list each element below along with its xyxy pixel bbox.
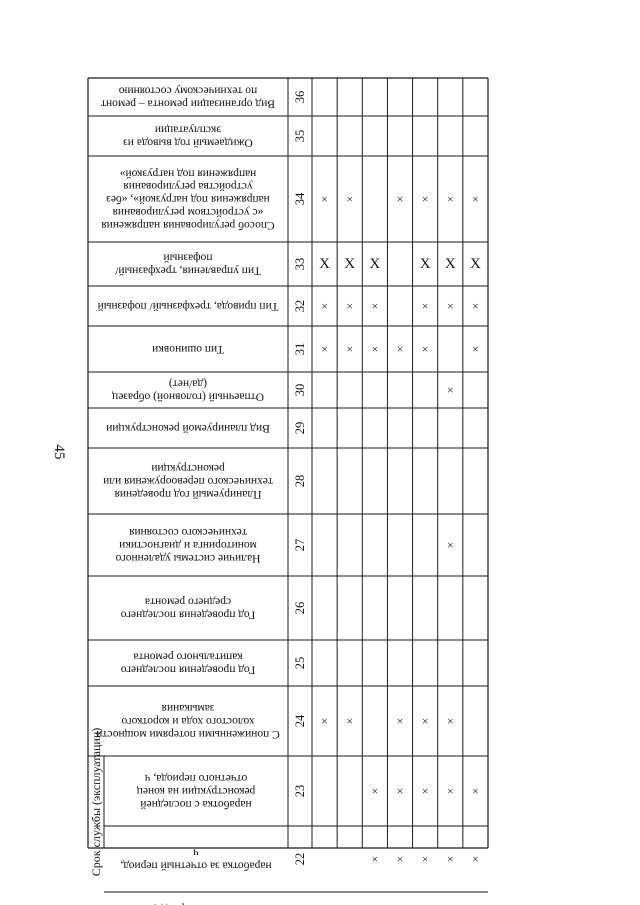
mark-x (369, 256, 380, 272)
text-line: X (369, 256, 381, 272)
text-line: × (421, 852, 429, 866)
mark-x (344, 256, 355, 272)
mark-x (371, 852, 378, 866)
text-line: × (396, 784, 404, 798)
column-number (293, 657, 307, 670)
mark-x (321, 714, 328, 728)
text-line: холостого хода и короткого (121, 715, 255, 727)
mark-x (472, 192, 479, 206)
column-header (112, 378, 264, 403)
table-wrapper (88, 78, 488, 877)
text-line: × (371, 784, 379, 798)
text-line: × (396, 852, 404, 866)
column-number (293, 343, 307, 356)
text-line: мониторинга и диагностики (119, 539, 257, 551)
text-line: X (419, 256, 431, 272)
text-line: × (346, 192, 354, 206)
column-header (120, 847, 271, 872)
mark-x (397, 342, 404, 356)
mark-x (397, 714, 404, 728)
column-header (96, 702, 280, 740)
column-header (137, 772, 256, 810)
text-line: реконструкции на конец (136, 785, 256, 797)
column-number (293, 853, 307, 866)
column-header (152, 343, 224, 355)
text-line: Планируемый год проведения (114, 487, 262, 500)
column-number (293, 475, 307, 488)
group-header (89, 728, 103, 877)
text-line: × (421, 192, 429, 206)
mark-x (472, 852, 479, 866)
column-header (114, 252, 260, 277)
text-line: × (321, 714, 328, 728)
text-line: × (472, 852, 479, 866)
text-line: × (472, 342, 479, 356)
text-line: × (346, 714, 354, 728)
text-line: 35 (293, 129, 307, 143)
text-line: 26 (293, 601, 307, 615)
text-line: × (472, 784, 479, 798)
column-number (293, 192, 307, 205)
text-line: X (444, 256, 456, 272)
text-line: 31 (293, 342, 307, 356)
page-number: 45 (51, 444, 67, 460)
text-line: × (346, 342, 354, 356)
text-line: технического состояния (129, 526, 247, 539)
text-line: 23 (293, 784, 307, 798)
mark-x (321, 342, 328, 356)
mark-x (470, 256, 481, 272)
text-line: пофазный (163, 251, 213, 264)
mark-x (422, 784, 429, 798)
text-line: 30 (293, 383, 307, 397)
column-number (293, 422, 307, 435)
text-line: × (446, 299, 454, 313)
table-grid (88, 78, 488, 877)
text-line: Вид планируемой реконструкции (106, 422, 270, 434)
text-line: × (472, 299, 479, 313)
text-line: 24 (293, 714, 307, 728)
text-line: С пониженными потерями мощности (96, 727, 280, 740)
mark-x (447, 192, 454, 206)
column-header (106, 422, 270, 434)
mark-x (422, 342, 429, 356)
column-number (293, 300, 307, 313)
mark-x (420, 256, 431, 272)
text-line: × (446, 192, 454, 206)
text-line: Вид организации ремонта – ремонт (100, 97, 276, 110)
mark-x (422, 714, 429, 728)
text-line: × (371, 342, 379, 356)
text-line: × (421, 299, 429, 313)
mark-x (397, 784, 404, 798)
text-line: × (472, 192, 479, 206)
text-line: 28 (293, 474, 307, 488)
text-line: напряжения под нагрузкой» (119, 167, 257, 180)
column-number (293, 714, 307, 727)
text-line: Отпаечный (головной) образец (112, 390, 264, 403)
text-line: × (371, 852, 379, 866)
mark-x (321, 299, 328, 313)
mark-x (422, 192, 429, 206)
text-line: × (396, 342, 404, 356)
mark-x (319, 256, 330, 272)
mark-x (371, 299, 378, 313)
text-line: наработка с последней (140, 797, 252, 810)
mark-x (321, 192, 328, 206)
mark-x (346, 342, 353, 356)
mark-x (346, 192, 353, 206)
text-line: Тип ошиновки (152, 343, 224, 355)
text-line: (да/нет) (168, 377, 208, 390)
text-line: × (421, 342, 429, 356)
text-line: X (470, 256, 481, 272)
text-line: Срок службы (эксплуатации) (89, 727, 103, 877)
text-line: × (446, 784, 454, 798)
text-line: Тип управления, трехфазный/ (115, 264, 261, 277)
mark-x (472, 342, 479, 356)
text-line: наработка за отчетный период, (120, 859, 272, 872)
text-line: Способ регулирования напряжения (101, 218, 275, 231)
text-line: отчетного периода, ч (144, 772, 248, 785)
column-number (293, 91, 307, 104)
column-header (103, 462, 273, 500)
column-header (101, 85, 275, 110)
mark-x (447, 784, 454, 798)
mark-x (371, 784, 378, 798)
text-line: эксплуатации (154, 123, 222, 136)
mark-x (472, 784, 479, 798)
text-line: реконструкции (151, 462, 225, 475)
mark-x (447, 852, 454, 866)
column-number (293, 384, 307, 397)
mark-x (447, 383, 454, 397)
text-line: 22 (293, 852, 307, 866)
column-header (115, 526, 260, 564)
mark-x (447, 714, 454, 728)
column-header (101, 167, 275, 231)
text-line: Тип привода, трехфазный/ пофазный (97, 300, 279, 312)
text-line: Ожидаемый год вывода из (123, 136, 253, 149)
text-line: по техническому состоянию (118, 84, 258, 97)
text-line: Год проведения последнего (120, 663, 256, 676)
text-line: × (396, 714, 404, 728)
text-line: 33 (293, 257, 307, 271)
text-line: ч (193, 846, 199, 859)
text-line: технического перевооружения или (103, 475, 273, 487)
mark-x (445, 256, 456, 272)
mark-x (447, 299, 454, 313)
column-header (123, 124, 253, 149)
column-header (121, 596, 256, 621)
text-line: X (319, 256, 330, 272)
text-line: напряжения под нагрузкой», «без (106, 193, 270, 205)
text-line: капитального ремонта (133, 650, 243, 663)
text-line: 34 (293, 192, 307, 206)
column-number (293, 130, 307, 143)
column-number (293, 258, 307, 271)
text-line: × (396, 192, 404, 206)
text-line: × (321, 299, 328, 313)
text-line: × (321, 192, 328, 206)
text-line: × (346, 299, 354, 313)
mark-x (422, 852, 429, 866)
column-header (121, 651, 256, 676)
text-line: 32 (293, 299, 307, 313)
text-line: × (446, 714, 454, 728)
text-line: Наличие системы удаленного (115, 551, 261, 564)
mark-x (371, 342, 378, 356)
column-number (293, 539, 307, 552)
text-line: × (421, 784, 429, 798)
mark-x (397, 852, 404, 866)
text-line: 29 (293, 421, 307, 435)
text-line: × (446, 538, 454, 552)
mark-x (397, 192, 404, 206)
text-line: замыкания (161, 702, 215, 715)
text-line: × (321, 342, 328, 356)
column-header (98, 300, 279, 312)
text-line: устройства регулирования (123, 180, 253, 193)
mark-x (472, 299, 479, 313)
text-line: «с устройством регулирования (112, 205, 264, 218)
mark-x (346, 714, 353, 728)
text-line: × (371, 299, 379, 313)
text-line: × (421, 714, 429, 728)
mark-x (447, 538, 454, 552)
mark-x (346, 299, 353, 313)
text-line: × (446, 852, 454, 866)
mark-x (422, 299, 429, 313)
text-line: X (344, 256, 356, 272)
column-number (293, 785, 307, 798)
column-number (293, 602, 307, 615)
text-line: 25 (293, 656, 307, 670)
text-line: Год проведения последнего (120, 608, 256, 621)
text-line: × (446, 383, 454, 397)
text-line: 27 (293, 538, 307, 552)
text-line: 36 (293, 90, 307, 104)
text-line: среднего ремонта (144, 595, 232, 608)
